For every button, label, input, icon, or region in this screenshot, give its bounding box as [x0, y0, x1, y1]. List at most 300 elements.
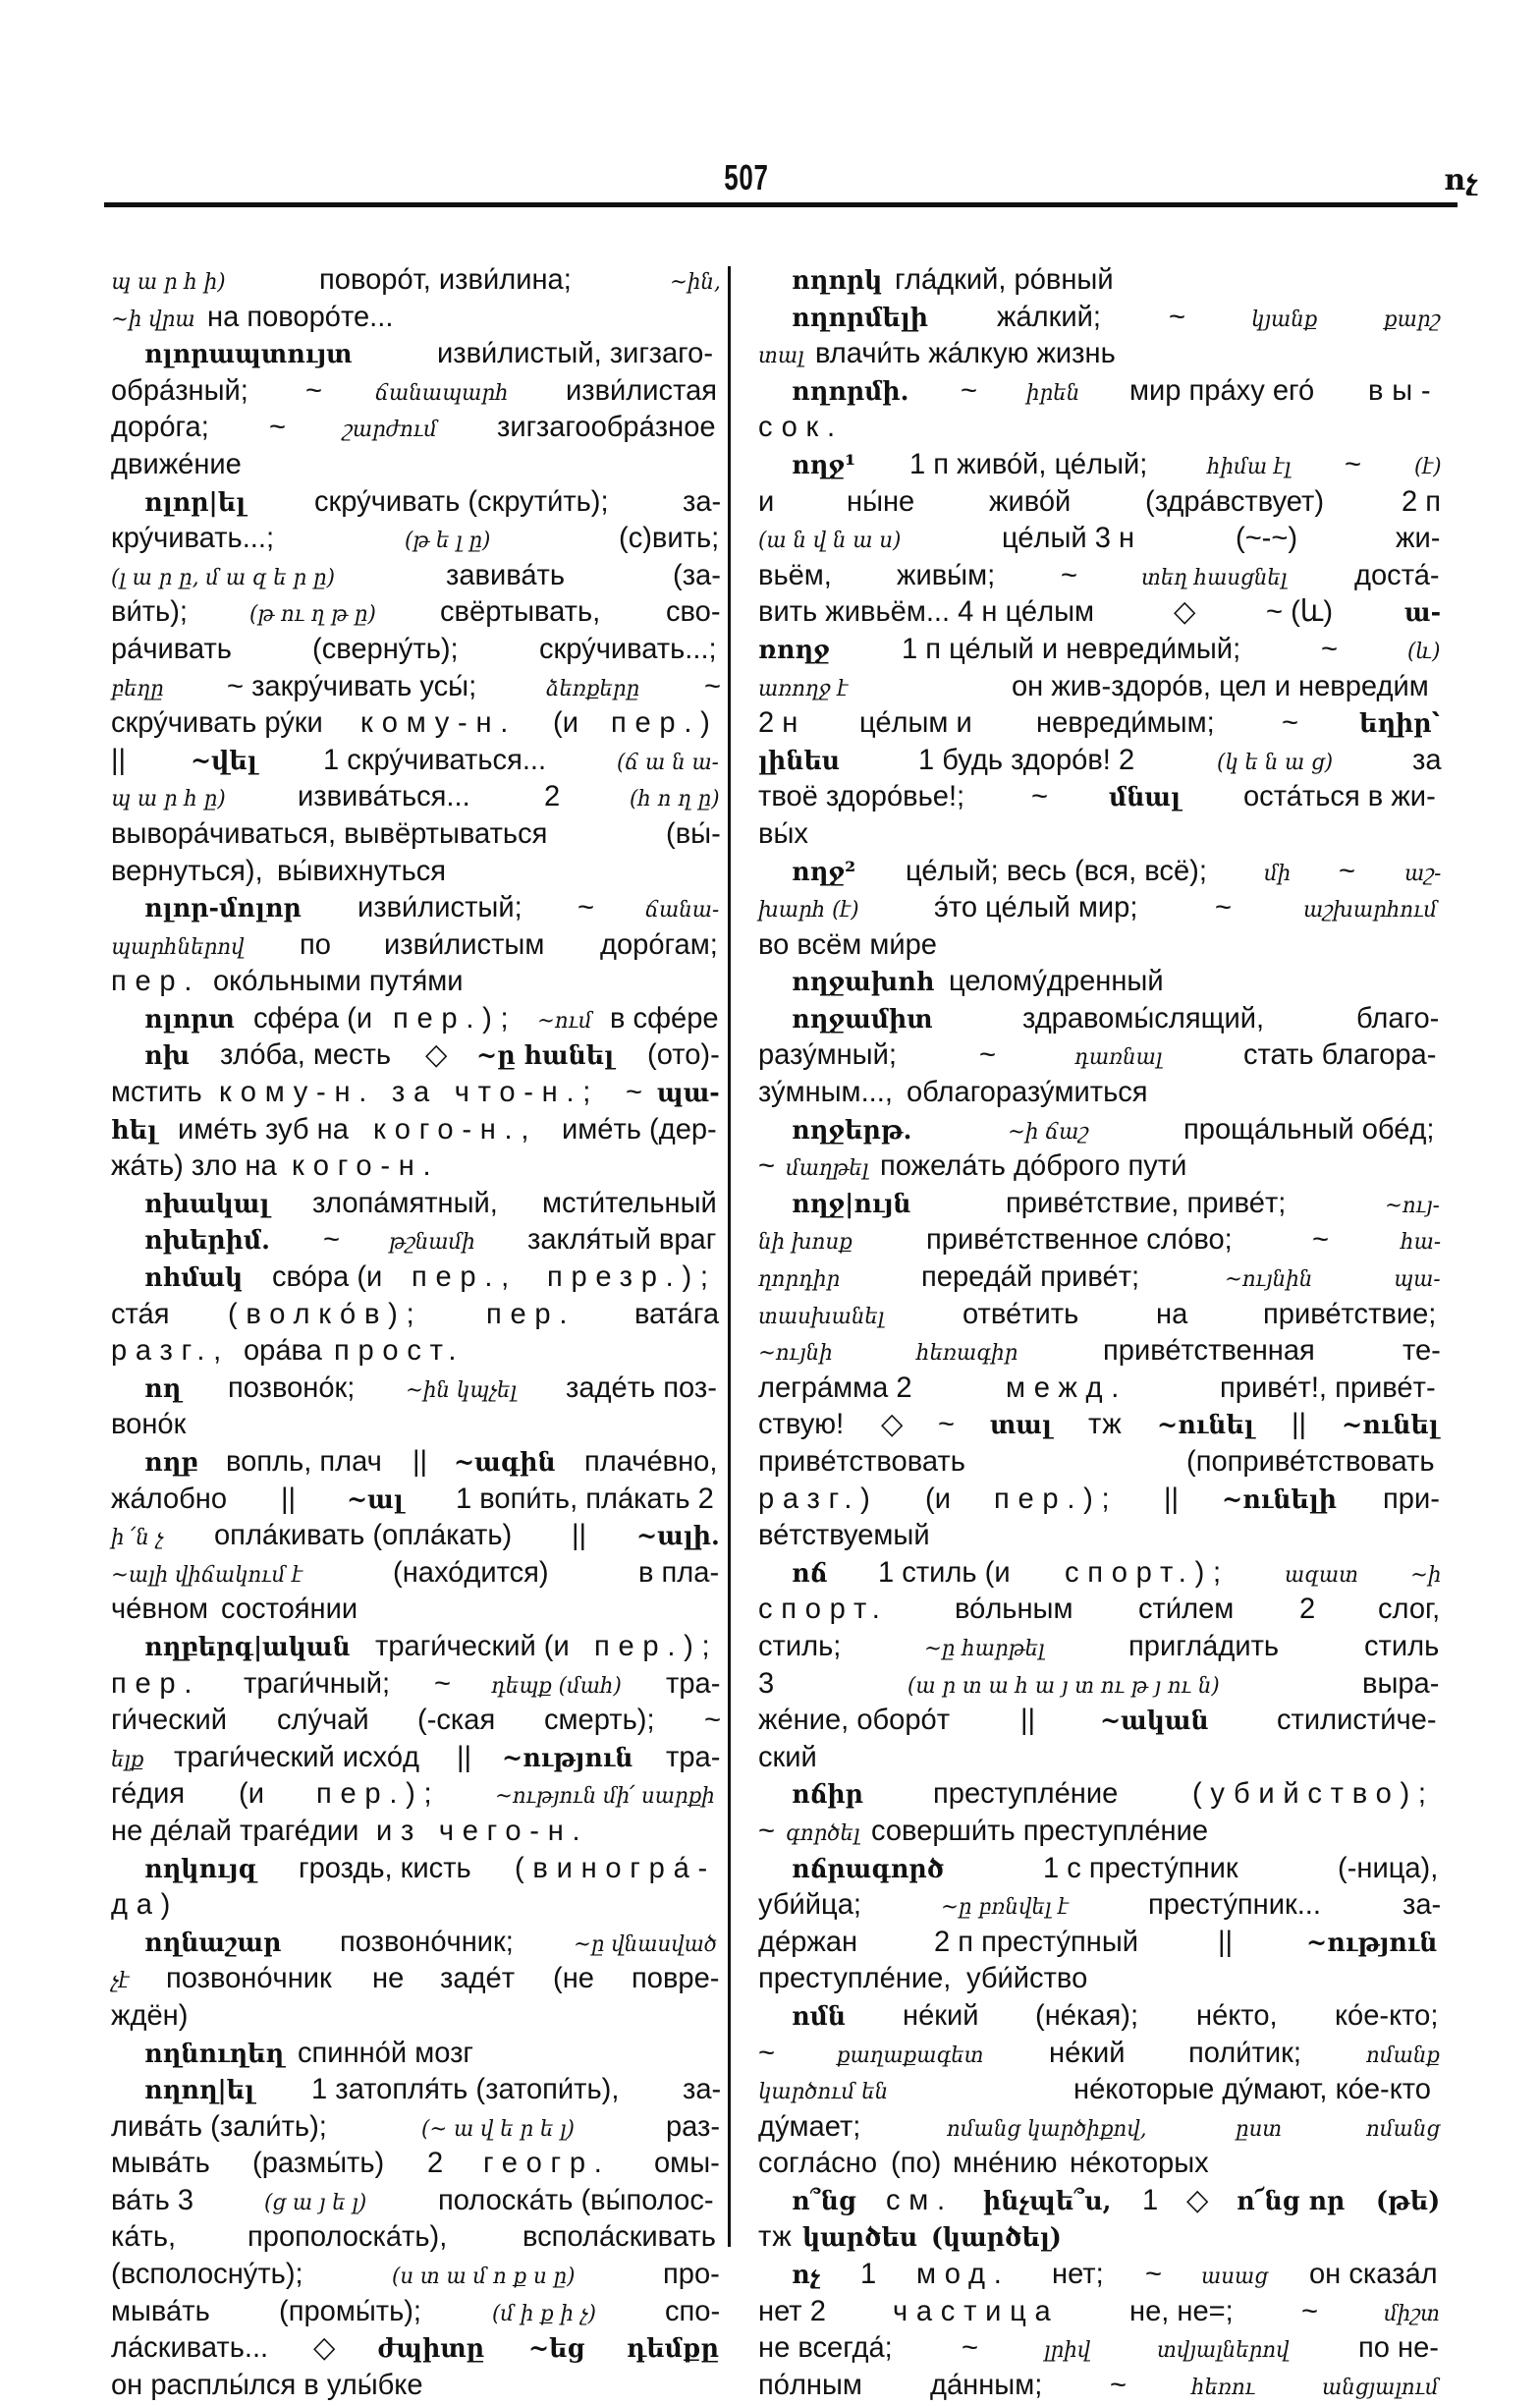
translation-text: нет 2 [758, 2294, 826, 2327]
translation-text: (всполосну́ть); [111, 2258, 303, 2291]
translation-text: 2 н [758, 706, 798, 740]
entry-line [758, 1850, 1442, 1887]
armenian-example: ~ում [536, 1008, 592, 1034]
translation-text: 1 вопи́ть, пла́кать 2 [456, 1482, 714, 1515]
translation-text: выра- [1362, 1666, 1440, 1700]
translation-text: ве́тствуемый [758, 1519, 930, 1552]
armenian-example: ~ը բռնվել է [940, 1895, 1069, 1921]
label-abbrev: сок. [758, 411, 844, 444]
entry-line [758, 742, 1442, 779]
armenian-example: աշխարհում [1303, 898, 1438, 923]
translation-text: преступле́ние, [758, 1962, 952, 1995]
entry-line [111, 2367, 722, 2404]
translation-text: око́льными путя́ми [212, 965, 464, 998]
headword: ռողջ [758, 635, 830, 665]
translation-text: ге́дия [111, 1777, 186, 1811]
entry-line [111, 446, 722, 483]
entry-line [758, 2329, 1442, 2367]
headword: ողբ [144, 1448, 198, 1478]
translation-text: ла́скивать... [111, 2331, 269, 2365]
translation-text: вспола́скивать [522, 2220, 716, 2254]
entry-line [111, 1739, 722, 1776]
translation-text: жа́ть) зло на [111, 1149, 277, 1183]
translation-text: омы- [654, 2147, 720, 2180]
headword: ոմն [792, 2001, 847, 2032]
entry-line [111, 261, 722, 299]
translation-text: ка́ть, [111, 2220, 177, 2254]
translation-text: мсти́тельный [541, 1186, 717, 1219]
entry-line [111, 2256, 722, 2293]
headword: ողորմի. [792, 376, 909, 407]
translation-text: кру́чивать...; [111, 522, 275, 555]
entry-line [111, 2071, 722, 2108]
translation-text: полоска́ть (вы́полос- [437, 2183, 714, 2216]
translation-text: за- [682, 2073, 721, 2106]
running-head: ոչ [1444, 164, 1478, 196]
headword: եղիր՝ [1358, 709, 1440, 740]
translation-text: приве́тствие; [1263, 1297, 1437, 1330]
armenian-example: տալ [758, 344, 804, 369]
headword: ~ը հանել [476, 1041, 615, 1072]
translation-text: име́ть (дер- [562, 1112, 718, 1146]
entry-line [111, 742, 722, 779]
armenian-example: ճանա- [645, 898, 720, 923]
entry-line [111, 1960, 722, 1997]
entry-line [111, 631, 722, 668]
armenian-example: ~ին կպչել [405, 1377, 517, 1403]
translation-text: (за- [672, 558, 721, 591]
headword: կարծես [801, 2223, 917, 2254]
label-abbrev: пер.) [611, 706, 719, 740]
entry-line [758, 261, 1442, 299]
armenian-example: կյանք [1250, 307, 1317, 332]
translation-text: 3 [758, 1666, 775, 1700]
translation-text: || [571, 1519, 586, 1552]
translation-text: за- [1402, 1888, 1441, 1922]
headword: ինչպե՞ս, [982, 2186, 1112, 2216]
armenian-example: լրիվ [1044, 2338, 1091, 2364]
entry-line [758, 593, 1442, 631]
translation-text: приве́тствовать [758, 1445, 965, 1478]
translation-text: позвоно́к; [228, 1371, 356, 1404]
armenian-example: (լ ա ր ը, մ ա զ ե ր ը) [111, 565, 335, 590]
entry-line [758, 1702, 1442, 1739]
entry-line [111, 1147, 722, 1185]
translation-text: прополоска́ть), [247, 2220, 448, 2254]
translation-text: позвоно́чник [165, 1962, 332, 1995]
armenian-example: պ ա ր հ ի) [111, 270, 226, 295]
translation-text: согла́сно [758, 2147, 878, 2180]
translation-text: ~ [1109, 2368, 1127, 2401]
entry-line [111, 1850, 722, 1887]
armenian-example: քաղաքագետ [836, 2042, 984, 2068]
armenian-example: առողջ է [758, 676, 849, 701]
translation-text: ~ закру́чивать усы́; [227, 669, 477, 702]
headword: ողբերգ|ական [144, 1632, 351, 1662]
armenian-example: տասխանել [758, 1304, 885, 1329]
headword: ողջերթ. [792, 1115, 912, 1146]
translation-text: уби́йство [966, 1962, 1088, 1995]
entry-line [758, 335, 1442, 372]
translation-text: ~ [1169, 300, 1186, 333]
translation-text: переда́й приве́т; [920, 1260, 1140, 1294]
entry-line [111, 778, 722, 815]
entry-line [111, 704, 722, 742]
armenian-example: կարծում են [758, 2080, 889, 2105]
entry-line [758, 557, 1442, 594]
entry-line [111, 1517, 722, 1554]
translation-text: 1 п живо́й, це́лый; [908, 447, 1148, 480]
translation-text: скру́чивать (скрути́ть); [313, 484, 609, 518]
entry-line [111, 1185, 722, 1222]
translation-text: ~ [704, 1704, 722, 1737]
translation-text: || [1292, 1408, 1307, 1441]
label-abbrev: межд. [1005, 1371, 1128, 1404]
armenian-example: (ա ր տ ա հ ա յ տ ու թ յ ու ն) [908, 1673, 1220, 1699]
headword: ոլոր|ել [144, 487, 247, 518]
right-column [758, 261, 1442, 2403]
entry-line [758, 2182, 1442, 2219]
translation-text: здравомы́слящий, [1021, 1001, 1264, 1035]
translation-text: пригла́дить [1128, 1629, 1280, 1662]
entry-line [758, 1406, 1442, 1443]
armenian-example: տեղ հասցնել [1140, 565, 1288, 590]
entry-line [758, 1259, 1442, 1296]
translation-text: 1 затопля́ть (затопи́ть), [310, 2073, 620, 2106]
armenian-example: հեռու [1190, 2375, 1256, 2400]
entry-line [758, 1000, 1442, 1037]
armenian-example: ոմանց կարծիքով, [946, 2116, 1147, 2142]
entry-line [111, 335, 722, 372]
translation-text: 1 [860, 2258, 877, 2291]
translation-text: э́то це́лый мир; [933, 891, 1137, 924]
entry-line [111, 1074, 722, 1111]
entry-line [758, 1554, 1442, 1592]
armenian-example: ~ի ճաշ [1008, 1119, 1089, 1145]
translation-text: вы́вихнуться [277, 854, 447, 887]
entry-line [758, 963, 1442, 1000]
label-abbrev: из чего-н. [376, 1814, 589, 1847]
translation-text: повре- [631, 1962, 720, 1995]
translation-text: соверши́ть преступле́ние [871, 1814, 1209, 1847]
translation-text: ~ [1144, 2258, 1162, 2291]
translation-text: скру́чивать ру́ки [111, 706, 323, 740]
entry-line [758, 1591, 1442, 1628]
translation-text: на [1156, 1297, 1188, 1330]
translation-text: траги́чный; [243, 1666, 390, 1700]
entry-line [111, 1886, 722, 1924]
translation-text: он сказа́л [1309, 2258, 1438, 2291]
translation-text: вы́х [758, 816, 808, 850]
translation-text: доро́га; [111, 411, 209, 444]
translation-text: || [412, 1445, 428, 1478]
entry-line [758, 1332, 1442, 1370]
entry-line [111, 2293, 722, 2330]
translation-text: и [758, 484, 775, 518]
translation-text: ги́ческий [111, 1704, 228, 1737]
translation-text: вернуться), [111, 854, 263, 887]
translation-text: сво- [665, 595, 721, 629]
translation-text: не всегда́; [758, 2331, 893, 2365]
translation-text: стиль [1364, 1629, 1440, 1662]
label-abbrev: вы- [1368, 373, 1440, 407]
armenian-example: (թ ե լ ը) [404, 529, 491, 554]
entry-line [111, 1924, 722, 1961]
headword: ~ություն [501, 1743, 632, 1773]
entry-line [111, 1702, 722, 1739]
translation-text: да́нным; [929, 2368, 1042, 2401]
entry-line [111, 963, 722, 1000]
headword: լինես [758, 746, 841, 776]
armenian-example: մաղթել [785, 1156, 868, 1182]
translation-text: (сверну́ть); [311, 632, 459, 665]
label-abbrev: пер.); [593, 1629, 719, 1662]
entry-line [758, 1628, 1442, 1665]
translation-text: зигзагообра́зное [496, 411, 716, 444]
headword: ողջամիտ [792, 1004, 933, 1035]
translation-text: ~ [962, 2331, 979, 2365]
headword: ~վել [190, 746, 257, 776]
translation-text: он жив-здоро́в, цел и невреди́м [1012, 669, 1429, 702]
entry-line [111, 2329, 722, 2367]
translation-text: ~ [1061, 558, 1078, 591]
translation-text: про- [663, 2258, 721, 2291]
translation-text: ~ [626, 1076, 643, 1109]
label-abbrev: геогр. [483, 2147, 611, 2180]
translation-text: мир пра́ху его́ [1129, 373, 1315, 407]
translation-text: ~ [1281, 706, 1298, 740]
entry-line [758, 704, 1442, 742]
translation-text: доста́- [1353, 558, 1440, 591]
translation-text: спинно́й мозг [298, 2036, 474, 2069]
column-divider [728, 266, 731, 2247]
entry-line [758, 2293, 1442, 2330]
armenian-example: ասաց [1201, 2265, 1269, 2290]
entry-line [758, 926, 1442, 964]
translation-text: слог, [1377, 1593, 1441, 1626]
armenian-example: ~ալի վիճակում է [111, 1562, 303, 1588]
translation-text: сво́ра (и [271, 1260, 383, 1294]
entry-line [111, 1443, 722, 1481]
translation-text: (не́кая); [1035, 1998, 1139, 2032]
translation-text: тж [758, 2220, 792, 2254]
armenian-example: (հ ո ղ ը) [629, 787, 720, 812]
translation-text: в сфе́ре [609, 1001, 719, 1035]
headword: ողջ² [792, 857, 856, 887]
translation-text: ◇ [1174, 595, 1196, 629]
armenian-example: (~ ա վ ե ր ե լ) [420, 2116, 575, 2142]
translation-text: || [111, 743, 127, 776]
armenian-example: (ճ ա ն ա- [616, 750, 719, 775]
translation-text: по́лным [758, 2368, 862, 2401]
translation-text: во́льным [954, 1593, 1073, 1626]
armenian-example: ի ՛ն չ [111, 1526, 164, 1551]
entry-line [758, 483, 1442, 521]
label-abbrev: мод. [915, 2258, 1011, 2291]
translation-text: оста́ться в жи- [1243, 780, 1436, 813]
translation-text: ◇ [1185, 2183, 1209, 2216]
translation-text: спо- [665, 2294, 721, 2327]
entry-line [111, 372, 722, 410]
headword: ոխակալ [144, 1189, 270, 1219]
label-abbrev: (убийство); [1191, 1777, 1435, 1811]
entry-line [758, 631, 1442, 668]
armenian-example: ձեռքերը [546, 676, 640, 701]
translation-text: смерть); [544, 1704, 655, 1737]
headword: ողորմելի [792, 303, 929, 333]
headword: ող [144, 1373, 182, 1404]
translation-text: ~ [758, 2036, 776, 2069]
page-number: 507 [724, 157, 769, 197]
translation-text: вата́га [634, 1297, 720, 1330]
translation-text: 2 п [1401, 484, 1441, 518]
translation-text: обра́зный; [111, 373, 248, 407]
armenian-example: ըստ [1235, 2116, 1282, 2142]
entry-line [758, 409, 1442, 446]
translation-text: поворо́т, изви́лина; [319, 263, 572, 296]
translation-text: движе́ние [111, 447, 242, 480]
translation-text: мстить [111, 1076, 202, 1109]
translation-text: не́кто, [1196, 1998, 1278, 2032]
translation-text: зу́мным..., [758, 1076, 893, 1109]
headword: ~ություն [1306, 1928, 1438, 1958]
headword: պա- [657, 1079, 721, 1109]
translation-text: ~ [434, 1666, 452, 1700]
entry-line [111, 1813, 722, 1850]
translation-text: ◇ [881, 1408, 904, 1441]
entry-line [758, 1370, 1442, 1407]
armenian-example: շարժում [342, 418, 437, 443]
entry-line [758, 2367, 1442, 2404]
entry-line [111, 1481, 722, 1518]
entry-line [758, 853, 1442, 890]
headword: ո՜նց որ [1237, 2186, 1346, 2216]
entry-line [758, 2256, 1442, 2293]
armenian-example: տվյալներով [1157, 2338, 1290, 2364]
entry-line [111, 299, 722, 336]
label-abbrev: кому-н. [360, 706, 518, 740]
translation-text: стилисти́че- [1277, 1704, 1437, 1737]
translation-text: благо- [1356, 1001, 1440, 1035]
headword: ողնաշար [144, 1928, 282, 1958]
entry-line [111, 1775, 722, 1813]
translation-text: це́лым и [859, 706, 973, 740]
armenian-example: մի [1263, 861, 1291, 886]
translation-text: приве́тствие, приве́т; [1005, 1186, 1287, 1219]
headword: ոլոր-մոլոր [144, 894, 302, 924]
translation-text: ви́ть); [111, 595, 188, 629]
translation-text: (и [924, 1482, 951, 1515]
headword: ~ագին [454, 1448, 556, 1478]
armenian-example: ղորդիր [758, 1267, 841, 1293]
translation-text: позвоно́чник; [340, 1925, 515, 1958]
translation-text: ~ [322, 1223, 340, 1257]
translation-text: (промы́ть); [279, 2294, 422, 2327]
armenian-example: հիմա էլ [1206, 454, 1291, 479]
entry-line [111, 1406, 722, 1443]
translation-text: при- [1383, 1482, 1441, 1515]
armenian-example: գործել [785, 1820, 859, 1846]
headword: մնալ [1109, 783, 1182, 813]
translation-text: извива́ться... [298, 780, 470, 813]
translation-text: ~ [1301, 2294, 1319, 2327]
entry-line [111, 1332, 722, 1370]
translation-text: ~ [758, 1149, 776, 1183]
translation-text: живы́м; [897, 558, 996, 591]
translation-text: ~ [758, 1814, 776, 1847]
translation-text: невреди́мым; [1036, 706, 1216, 740]
headword: ~ունել [1157, 1411, 1255, 1441]
armenian-example: անցյալում [1321, 2375, 1439, 2400]
translation-text: изви́листый, зигзаго- [437, 337, 714, 370]
label-abbrev: спорт. [758, 1593, 889, 1626]
translation-text: вывора́чиваться, вывёртываться [111, 816, 548, 850]
entry-line [758, 2145, 1442, 2182]
translation-text: име́ть зуб на [178, 1112, 350, 1146]
entry-line [111, 2182, 722, 2219]
translation-text: разу́мный; [758, 1038, 897, 1072]
entry-line [758, 520, 1442, 557]
translation-text: (размы́ть) [252, 2147, 385, 2180]
translation-text: ждён) [111, 1998, 189, 2032]
translation-text: (и [553, 706, 579, 740]
headword: դեմքը [627, 2334, 720, 2365]
label-abbrev: прост. [334, 1334, 466, 1368]
armenian-example: պ ա ր հ ը) [111, 787, 226, 812]
translation-text: жа́лобно [111, 1482, 228, 1515]
translation-text: опла́кивать (опла́кать) [214, 1519, 513, 1552]
armenian-example: (ա ն վ ն ա ս) [758, 529, 902, 554]
label-abbrev: кого-н. [291, 1149, 440, 1183]
translation-text: зло́ба, месть [219, 1038, 391, 1072]
translation-text: ра́чивать [111, 632, 232, 665]
label-abbrev: (волко́в); [228, 1297, 423, 1330]
headword: հել [111, 1115, 158, 1146]
label-abbrev: разг.) [758, 1482, 879, 1515]
translation-text: живо́й [988, 484, 1071, 518]
entry-line [111, 1259, 722, 1296]
entry-line [758, 1775, 1442, 1813]
translation-text: сфе́ра (и [253, 1001, 373, 1035]
entry-line [111, 520, 722, 557]
translation-text: престу́пник... [1147, 1888, 1321, 1922]
translation-text: (ото)- [646, 1038, 720, 1072]
entry-line [758, 2218, 1442, 2256]
translation-text: 2 [427, 2147, 444, 2180]
translation-text: приве́тственное сло́во; [925, 1223, 1233, 1257]
armenian-example: իրեն [1026, 380, 1080, 406]
translation-text: воно́к [111, 1408, 187, 1441]
translation-text: траги́ческий (и [374, 1629, 570, 1662]
headword: ոլորտ [144, 1004, 235, 1035]
translation-text: ора́ва [243, 1334, 322, 1368]
label-abbrev: кого-н., [373, 1112, 538, 1146]
translation-text: ~ [1339, 854, 1356, 887]
translation-text: не́которых [1070, 2147, 1210, 2180]
translation-text: тж [1088, 1408, 1123, 1441]
armenian-example: հեռագիր [916, 1341, 1018, 1367]
translation-text: по [300, 927, 332, 961]
translation-text: во всём ми́ре [758, 927, 937, 961]
armenian-example: հա- [1400, 1230, 1441, 1256]
translation-text: 1 с престу́пник [1042, 1851, 1238, 1884]
label-abbrev: пер. [111, 965, 201, 998]
entry-line [758, 1185, 1442, 1222]
translation-text: вопль, плач [225, 1445, 382, 1478]
entry-line [758, 815, 1442, 853]
armenian-example: (ս տ ա մ ո ք ս ը) [391, 2265, 576, 2290]
translation-text: (и [238, 1777, 264, 1811]
